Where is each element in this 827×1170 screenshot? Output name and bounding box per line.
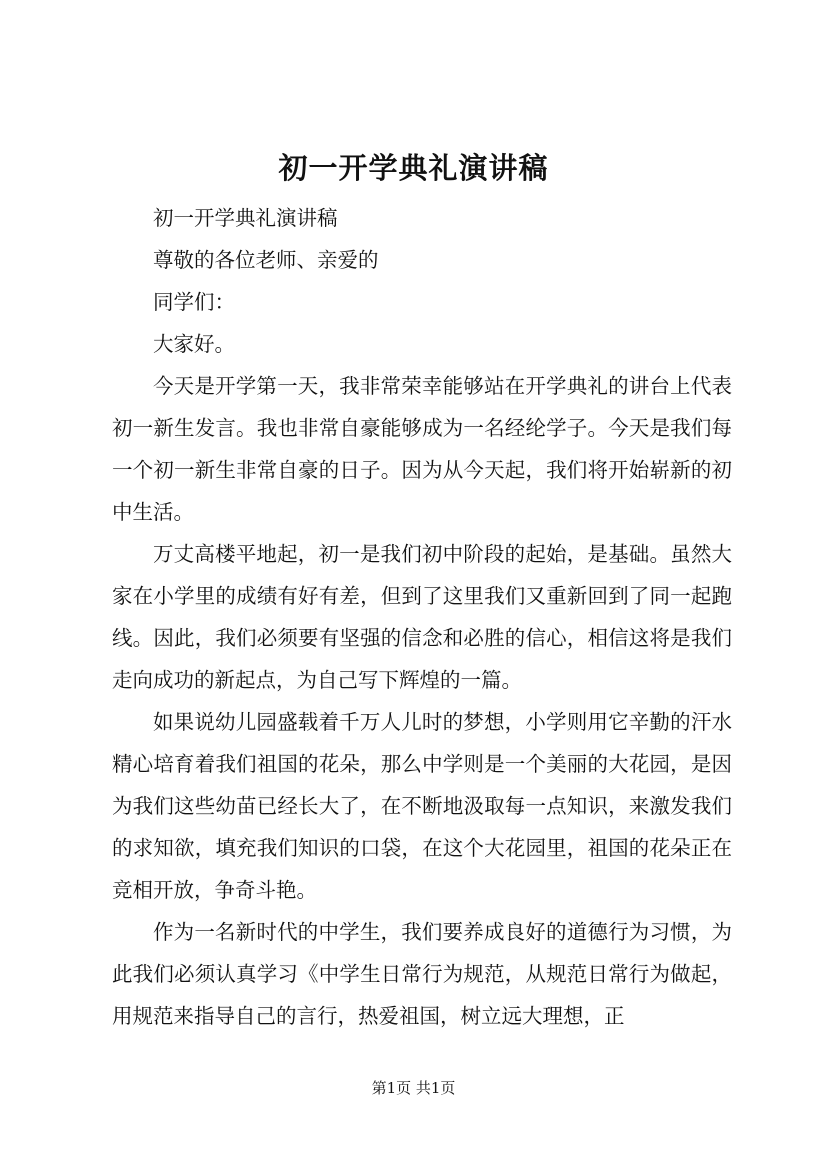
body-paragraph: 大家好。 — [153, 332, 235, 356]
document-body — [112, 197, 732, 1037]
body-paragraph: 作为一名新时代的中学生，我们要养成良好的道德行为习惯，为此我们必须认真学习《中学生日常行为规范，从规范日常行为做起，用规范来指导自己的言行，热爱祖国，树立远大理想，正 — [112, 920, 732, 1028]
body-paragraph: 尊敬的各位老师、亲爱的 — [153, 248, 379, 272]
body-paragraph: 初一开学典礼演讲稿 — [153, 206, 338, 230]
body-paragraph: 如果说幼儿园盛载着千万人儿时的梦想，小学则用它辛勤的汗水精心培育着我们祖国的花朵，那么中学则是一个美丽的大花园，是因为我们这些幼苗已经长大了，在不断地汲取每一点知识，来激发我们的求知欲，填充我们知识的口袋，在这个大花园里，祖国的花朵正在竞相开放，争奇斗艳。 — [112, 710, 732, 902]
page-footer: 第1页 共1页 — [371, 1079, 456, 1097]
body-paragraph: 万丈高楼平地起，初一是我们初中阶段的起始，是基础。虽然大家在小学里的成绩有好有差，但到了这里我们又重新回到了同一起跑线。因此，我们必须要有坚强的信念和必胜的信心，相信这将是我们走向成功的新起点，为自己写下辉煌的一篇。 — [112, 542, 732, 692]
body-paragraph: 同学们： — [153, 290, 235, 314]
body-paragraph: 今天是开学第一天，我非常荣幸能够站在开学典礼的讲台上代表初一新生发言。我也非常自豪能够成为一名经纶学子。今天是我们每一个初一新生非常自豪的日子。因为从今天起，我们将开始崭新的初中生活。 — [112, 374, 732, 524]
document-title: 初一开学典礼演讲稿 — [278, 151, 549, 185]
